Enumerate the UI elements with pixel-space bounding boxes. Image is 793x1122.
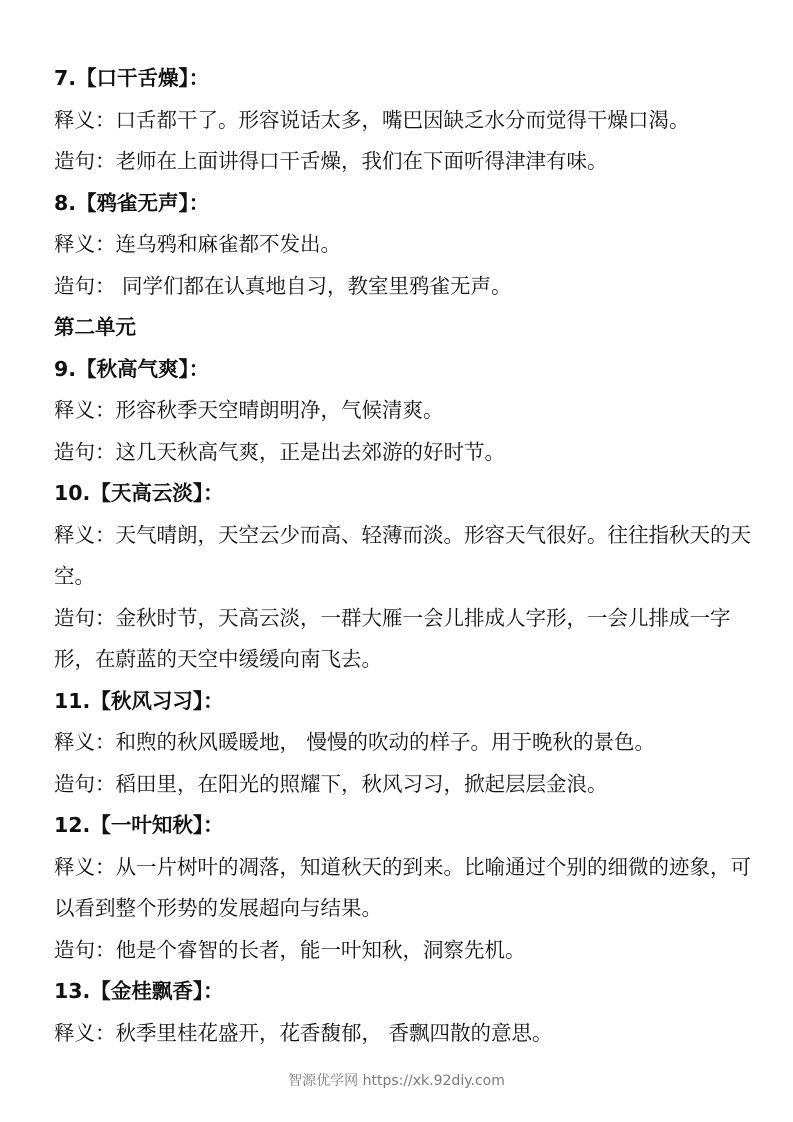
document-content: [54, 58, 754, 1054]
footer-watermark: 智源优学网 https://xk.92diy.com: [288, 1073, 505, 1089]
entry-heading: 7.【口干舌燥】：: [54, 66, 210, 90]
entry-heading: 13.【金桂飘香】：: [54, 979, 224, 1003]
entry-heading: 12.【一叶知秋】：: [54, 813, 224, 837]
entry-meaning: 释义：天气晴朗，天空云少而高、轻薄而淡。形容天气很好。往往指秋天的天空。: [54, 522, 751, 588]
entry-sentence: 造句：稻田里，在阳光的照耀下，秋风习习，掀起层层金浪。: [54, 771, 608, 796]
entry-meaning: 释义：连乌鸦和麻雀都不发出。: [54, 232, 341, 256]
entry-heading: 9.【秋高气爽】：: [54, 356, 210, 381]
entry-heading: 10.【天高云淡】：: [54, 481, 224, 505]
entry-meaning: 释义：形容秋季天空晴朗明净，气候清爽。: [54, 398, 444, 422]
entry-meaning: 释义：口舌都干了。形容说话太多，嘴巴因缺乏水分而觉得干燥口渴。: [54, 107, 690, 132]
unit-heading: 第二单元: [54, 315, 136, 339]
entry-sentence: 造句：这几天秋高气爽，正是出去郊游的好时节。: [54, 439, 505, 464]
entry-sentence: 造句：金秋时节，天高云淡，一群大雁一会儿排成人字形，一会儿排成一字形，在蔚蓝的天空中缓缓向南飞去。: [54, 605, 731, 671]
entry-meaning: 释义：和煦的秋风暖暖地， 慢慢的吹动的样子。用于晚秋的景色。: [54, 730, 656, 754]
entry-sentence: 造句： 同学们都在认真地自习，教室里鸦雀无声。: [54, 273, 512, 298]
entry-heading: 11.【秋风习习】：: [54, 688, 224, 713]
entry-heading: 8.【鸦雀无声】：: [54, 190, 210, 215]
entry-sentence: 造句：老师在上面讲得口干舌燥，我们在下面听得津津有味。: [54, 149, 608, 173]
entry-meaning: 释义：秋季里桂花盛开，花香馥郁， 香飘四散的意思。: [54, 1020, 553, 1045]
entry-meaning: 释义：从一片树叶的凋落，知道秋天的到来。比喻通过个别的细微的迹象，可以看到整个形势的发展超向与结果。: [54, 854, 751, 920]
entry-sentence: 造句：他是个睿智的长者，能一叶知秋，洞察先机。: [54, 937, 526, 962]
